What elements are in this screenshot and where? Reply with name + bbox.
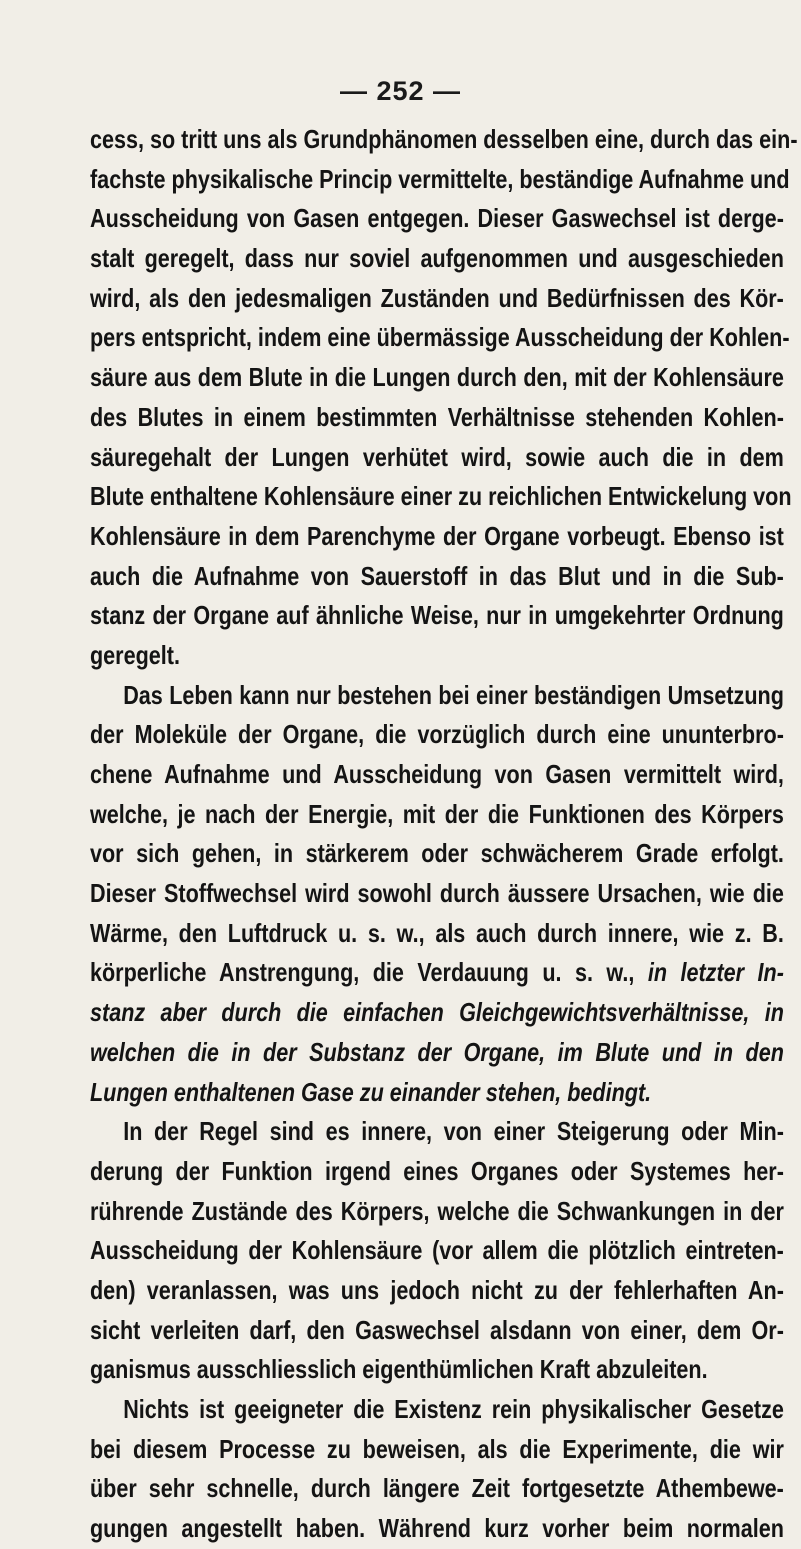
text-line: sicht verleiten darf, den Gaswechsel alsdann von einer, dem Or- xyxy=(90,1314,784,1345)
text-line-normal-part: körperliche Anstrengung, die Verdauung u. s. w., xyxy=(90,957,648,988)
text-line: auch die Aufnahme von Sauerstoff in das Blut und in die Sub- xyxy=(90,560,784,591)
text-line: rührende Zustände des Körpers, welche die Schwankungen in der xyxy=(90,1195,784,1226)
text-line: Wärme, den Luftdruck u. s. w., als auch durch innere, wie z. B. xyxy=(90,917,784,948)
text-line: Ausscheidung von Gasen entgegen. Dieser Gaswechsel ist derge- xyxy=(90,203,784,234)
text-line: den) veranlassen, was uns jedoch nicht zu der fehlerhaften An- xyxy=(90,1274,784,1305)
text-line: welche, je nach der Energie, mit der die Funktionen des Körpers xyxy=(90,798,784,829)
text-line: Das Leben kann nur bestehen bei einer beständigen Umsetzung xyxy=(123,679,784,710)
text-line: bei diesem Processe zu beweisen, als die Experimente, die wir xyxy=(90,1433,784,1464)
text-line: des Blutes in einem bestimmten Verhältnisse stehenden Kohlen- xyxy=(90,401,784,432)
text-line: derung der Funktion irgend eines Organes oder Systemes her- xyxy=(90,1155,784,1186)
text-line: säuregehalt der Lungen verhütet wird, sowie auch die in dem xyxy=(90,441,784,472)
text-line: Dieser Stoffwechsel wird sowohl durch äussere Ursachen, wie die xyxy=(90,878,784,909)
page-number: — 252 — xyxy=(339,76,462,106)
text-line: chene Aufnahme und Ausscheidung von Gasen vermittelt wird, xyxy=(90,759,784,789)
text-line: geregelt. xyxy=(90,639,180,670)
text-line xyxy=(90,953,784,993)
text-line: stanz der Organe auf ähnliche Weise, nur in umgekehrter Ordnung xyxy=(90,600,784,631)
text-line: cess, so tritt uns als Grundphänomen desselben eine, durch das ein- xyxy=(90,124,798,154)
text-line: Blute enthaltene Kohlensäure einer zu reichlichen Entwickelung von xyxy=(90,481,792,512)
text-line: stanz aber durch die einfachen Gleichgewichtsverhältnisse, in xyxy=(90,997,784,1028)
text-line: In der Regel sind es innere, von einer Steigerung oder Min- xyxy=(123,1116,784,1147)
text-line: säure aus dem Blute in die Lungen durch den, mit der Kohlensäure xyxy=(90,362,784,393)
text-line: Lungen enthaltenen Gase zu einander stehen, bedingt. xyxy=(90,1076,652,1107)
text-line: gungen angestellt haben. Während kurz vorher beim normalen xyxy=(90,1513,784,1544)
text-line: stalt geregelt, dass nur soviel aufgenommen und ausgeschieden xyxy=(90,243,784,274)
text-line: Nichts ist geeigneter die Existenz rein physikalischer Gesetze xyxy=(123,1394,784,1424)
text-line-italic-part: in letzter In- xyxy=(647,957,784,988)
text-line: ganismus ausschliesslich eigenthümlichen Kraft abzuleiten. xyxy=(90,1354,708,1385)
text-line: vor sich gehen, in stärkerem oder schwächerem Grade erfolgt. xyxy=(90,838,784,869)
text-line: fachste physikalische Princip vermittelte, beständige Aufnahme und xyxy=(90,163,790,194)
text-line: Ausscheidung der Kohlensäure (vor allem die plötzlich eintreten- xyxy=(90,1235,784,1266)
text-line: pers entspricht, indem eine übermässige Ausscheidung der Kohlen- xyxy=(90,322,790,353)
text-line: über sehr schnelle, durch längere Zeit fortgesetzte Athembewe- xyxy=(90,1473,784,1504)
body-text xyxy=(90,120,798,1549)
text-line: Kohlensäure in dem Parenchyme der Organe vorbeugt. Ebenso ist xyxy=(90,520,784,551)
text-line: wird, als den jedesmaligen Zuständen und Bedürfnissen des Kör- xyxy=(90,282,784,313)
text-line: welchen die in der Substanz der Organe, im Blute und in den xyxy=(90,1036,784,1067)
text-line: der Moleküle der Organe, die vorzüglich durch eine ununterbro- xyxy=(90,719,784,750)
